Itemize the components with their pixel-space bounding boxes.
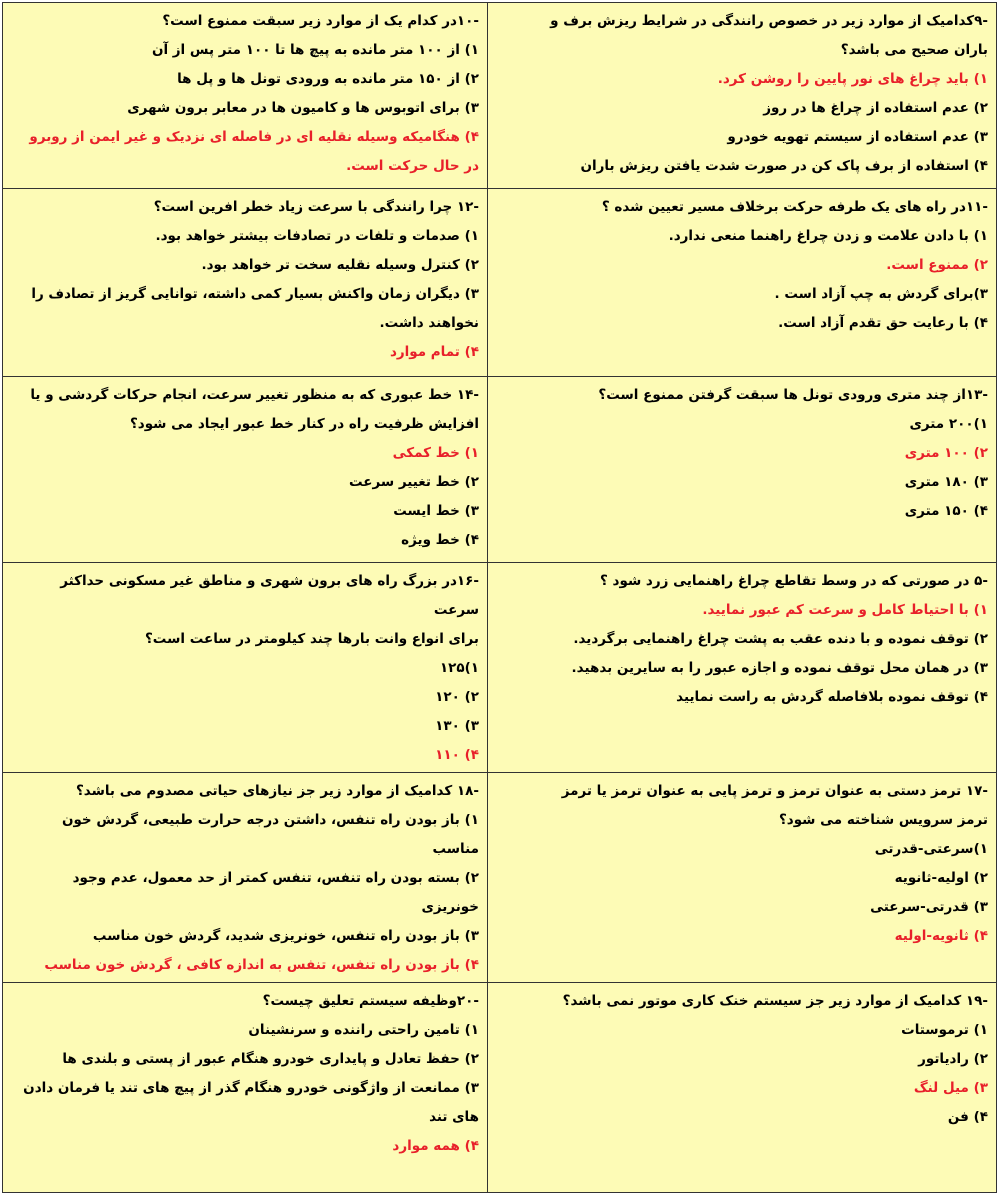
question-text: -۱۹ کدامیک از موارد زیر جز سیستم خنک کاری موتور نمی باشد؟ (562, 993, 988, 1009)
question-cell-right (488, 983, 997, 1193)
answer-option: ۲) حفظ تعادل و پایداری خودرو هنگام عبور از پستی و بلندی ها (62, 1051, 479, 1067)
answer-option: ۱) باز بودن راه تنفس، داشتن درجه حرارت طبیعی، گردش خون مناسب (61, 812, 479, 857)
question-cell-left (3, 189, 488, 377)
answer-option: ۳) قدرتی-سرعتی (870, 899, 988, 915)
question-cell-left (3, 983, 488, 1193)
question-cell-right (488, 189, 997, 377)
answer-option: ۲) خط تغییر سرعت (348, 474, 479, 490)
correct-answer-option: ۱) با احتیاط کامل و سرعت کم عبور نمایید. (702, 602, 988, 618)
question-cell-left (3, 563, 488, 773)
answer-option: ۳) عدم استفاده از سیستم تهویه خودرو (727, 129, 988, 145)
answer-option: ۱)سرعتی-قدرتی (874, 841, 988, 857)
question-text: -۹کدامیک از موارد زیر در خصوص رانندگی در شرایط ریزش برف و (550, 13, 988, 29)
question-text: باران صحیح می باشد؟ (840, 42, 988, 58)
question-row (3, 377, 997, 563)
answer-option: ۳) ۱۸۰ متری (904, 474, 988, 490)
answer-option: ۳) برای اتوبوس ها و کامیون ها در معابر برون شهری (127, 100, 479, 116)
answer-option: ۳) باز بودن راه تنفس، خونریزی شدید، گردش خون مناسب (92, 928, 479, 944)
answer-option: ۴) فن (947, 1109, 988, 1125)
answer-option: ۳) ۱۳۰ (435, 718, 479, 734)
question-text: -۱۴ خط عبوری که به منظور تغییر سرعت، انجام حرکات گردشی و یا (30, 387, 479, 403)
answer-option: ۲) توقف نموده و با دنده عقب به پشت چراغ راهنمایی برگردید. (573, 631, 988, 647)
answer-option: ۱)۱۲۵ (439, 660, 479, 676)
correct-answer-option: ۱) باید چراغ های نور پایین را روشن کرد. (717, 71, 988, 87)
question-row (3, 563, 997, 773)
answer-option: ۴) با رعایت حق تقدم آزاد است. (778, 315, 988, 331)
quiz-table (2, 2, 997, 1193)
question-cell-left (3, 377, 488, 563)
answer-option: ۱) ترموستات (901, 1022, 988, 1038)
question-text: -۱۷ ترمز دستی به عنوان ترمز و ترمز پایی به عنوان ترمز یا ترمز (561, 783, 988, 799)
answer-option: ۱) تامین راحتی راننده و سرنشینان (248, 1022, 479, 1038)
question-row (3, 773, 997, 983)
question-text: -۱۳از چند متری ورودی تونل ها سبقت گرفتن ممنوع است؟ (598, 387, 988, 403)
question-row (3, 983, 997, 1193)
answer-option: ۴) ۱۵۰ متری (904, 503, 988, 519)
answer-option: ۴) خط ویژه (401, 532, 479, 548)
question-cell-right (488, 377, 997, 563)
correct-answer-option: ۲) ممنوع است. (886, 257, 988, 273)
question-text: -۱۱در راه های یک طرفه حرکت برخلاف مسیر تعیین شده ؟ (601, 199, 988, 215)
answer-option: ۲) از ۱۵۰ متر مانده به ورودی تونل ها و پل ها (177, 71, 479, 87)
answer-option: ۲) رادیاتور (918, 1051, 988, 1067)
answer-option: ۱) با دادن علامت و زدن چراغ راهنما منعی ندارد. (668, 228, 988, 244)
answer-option: ۳) خط ایست (393, 503, 479, 519)
question-text: -۱۸ کدامیک از موارد زیر جز نیازهای حیاتی مصدوم می باشد؟ (75, 783, 479, 799)
answer-option: ۲) ۱۲۰ (435, 689, 479, 705)
answer-option: ۱)۲۰۰ متری (909, 416, 988, 432)
question-text: -۱۲ چرا رانندگی با سرعت زیاد خطر افرین است؟ (153, 199, 479, 215)
answer-option: ۲) بسته بودن راه تنفس، تنفس کمتر از حد معمول، عدم وجود خونریزی (72, 870, 479, 915)
question-text: -۵ در صورتی که در وسط تقاطع چراغ راهنمایی زرد شود ؟ (600, 573, 988, 589)
answer-option: ۳) در همان محل توقف نموده و اجازه عبور را به سایرین بدهید. (571, 660, 988, 676)
answer-option: ۳)برای گردش به چپ آزاد است . (774, 286, 988, 302)
question-text: ترمز سرویس شناخته می شود؟ (778, 812, 988, 828)
answer-option: ۱) صدمات و تلفات در تصادفات بیشتر خواهد بود. (155, 228, 479, 244)
correct-answer-option: ۴) ۱۱۰ (435, 747, 479, 763)
question-text: -۱۶در بزرگ راه های برون شهری و مناطق غیر مسکونی حداکثر سرعت (60, 573, 479, 618)
answer-option: ۳) ممانعت از واژگونی خودرو هنگام گذر از پیچ های تند یا فرمان دادن های تند (23, 1080, 479, 1125)
question-text: -۲۰وظیفه سیستم تعلیق چیست؟ (262, 993, 479, 1009)
answer-option: ۳) دیگران زمان واکنش بسیار کمی داشته، توانایی گریز از تصادف را نخواهند داشت. (31, 286, 479, 331)
quiz-body (3, 3, 997, 1193)
question-row (3, 189, 997, 377)
answer-option: ۴) استفاده از برف پاک کن در صورت شدت یافتن ریزش باران (580, 158, 988, 174)
question-text: -۱۰در کدام یک از موارد زیر سبقت ممنوع است؟ (162, 13, 479, 29)
question-cell-right (488, 3, 997, 189)
answer-option: ۲) عدم استفاده از چراغ ها در روز (763, 100, 988, 116)
correct-answer-option: ۱) خط کمکی (392, 445, 479, 461)
answer-option: ۱) از ۱۰۰ متر مانده به پیچ ها تا ۱۰۰ متر پس از آن (151, 42, 479, 58)
correct-answer-option: ۴) همه موارد (392, 1138, 479, 1154)
correct-answer-option: ۴) باز بودن راه تنفس، تنفس به اندازه کافی ، گردش خون مناسب (44, 957, 479, 973)
question-cell-left (3, 773, 488, 983)
correct-answer-option: ۴) هنگامیکه وسیله نقلیه ای در فاصله ای نزدیک و غیر ایمن از روبرو در حال حرکت است. (29, 129, 479, 174)
question-cell-right (488, 563, 997, 773)
question-cell-left (3, 3, 488, 189)
question-text: برای انواع وانت بارها چند کیلومتر در ساعت است؟ (144, 631, 479, 647)
correct-answer-option: ۳) میل لنگ (913, 1080, 988, 1096)
correct-answer-option: ۲) ۱۰۰ متری (904, 445, 988, 461)
correct-answer-option: ۴) ثانویه-اولیه (894, 928, 988, 944)
question-row (3, 3, 997, 189)
answer-option: ۲) اولیه-ثانویه (894, 870, 988, 886)
question-cell-right (488, 773, 997, 983)
answer-option: ۲) کنترل وسیله نقلیه سخت تر خواهد بود. (201, 257, 479, 273)
answer-option: ۴) توقف نموده بلافاصله گردش به راست نمایید (676, 689, 988, 705)
correct-answer-option: ۴) تمام موارد (389, 344, 479, 360)
question-text: افزایش ظرفیت راه در کنار خط عبور ایجاد می شود؟ (129, 416, 479, 432)
